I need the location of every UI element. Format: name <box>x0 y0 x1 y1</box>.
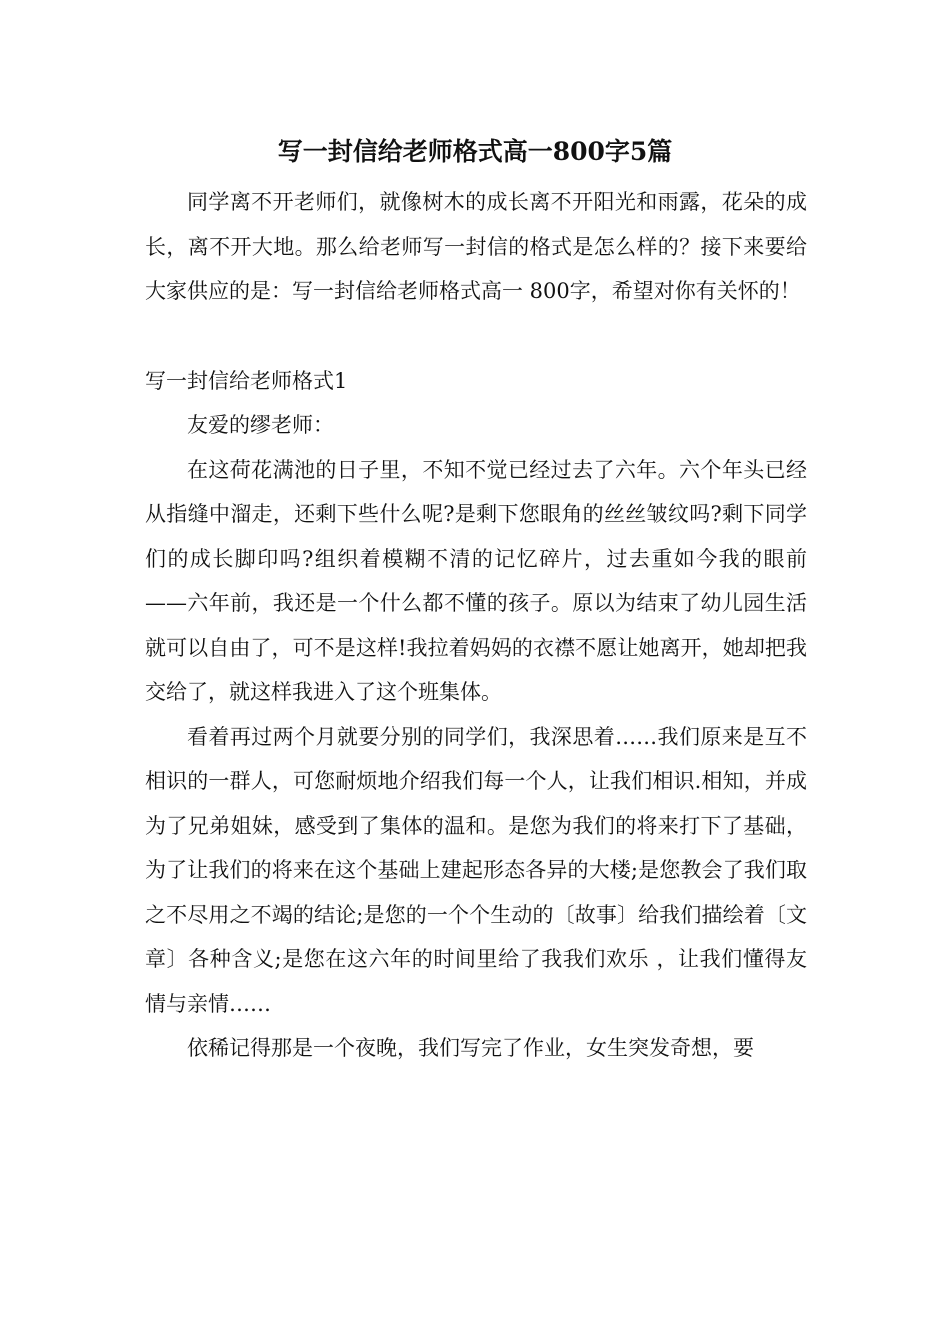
section-heading: 写一封信给老师格式1 <box>145 368 348 393</box>
document-title: 写一封信给老师格式高一800字5篇 <box>277 137 673 166</box>
letter-salutation: 友爱的缪老师： <box>187 413 334 437</box>
letter-paragraph-2: 看着再过两个月就要分别的同学们，我深思着……我们原来是互不相识的一群人，可您耐烦地介绍我们每一个人，让我们相识.相知，并成为了兄弟姐妹，感受到了集体的温和。是您为我们的将来打下了基础，为了让我们的将来在这个基础上建起形态各异的大楼;是您教会了我们取之不尽用之不竭的结论;是您的一个个生动的〔故事〕给我们描绘着〔文章〕各种含义;是您在这六年的时间里给了我我们欢乐 ，让我们懂得友情与亲情…… <box>145 724 807 1016</box>
document-body <box>145 180 807 1071</box>
letter-paragraph-3: 依稀记得那是一个夜晚，我们写完了作业，女生突发奇想，要 <box>187 1036 754 1060</box>
intro-paragraph: 同学离不开老师们，就像树木的成长离不开阳光和雨露，花朵的成长，离不开大地。那么给老师写一封信的格式是怎么样的？接下来要给大家供应的是：写一封信给老师格式高一 800字，希望对你有关怀的！ <box>145 190 807 303</box>
letter-paragraph-1: 在这荷花满池的日子里，不知不觉已经过去了六年。六个年头已经从指缝中溜走，还剩下些什么呢?是剩下您眼角的丝丝皱纹吗?剩下同学们的成长脚印吗?组织着模糊不清的记忆碎片，过去重如今我的眼前——六年前，我还是一个什么都不懂的孩子。原以为结束了幼儿园生活就可以自由了，可不是这样!我拉着妈妈的衣襟不愿让她离开，她却把我交给了，就这样我进入了这个班集体。 <box>145 457 807 704</box>
